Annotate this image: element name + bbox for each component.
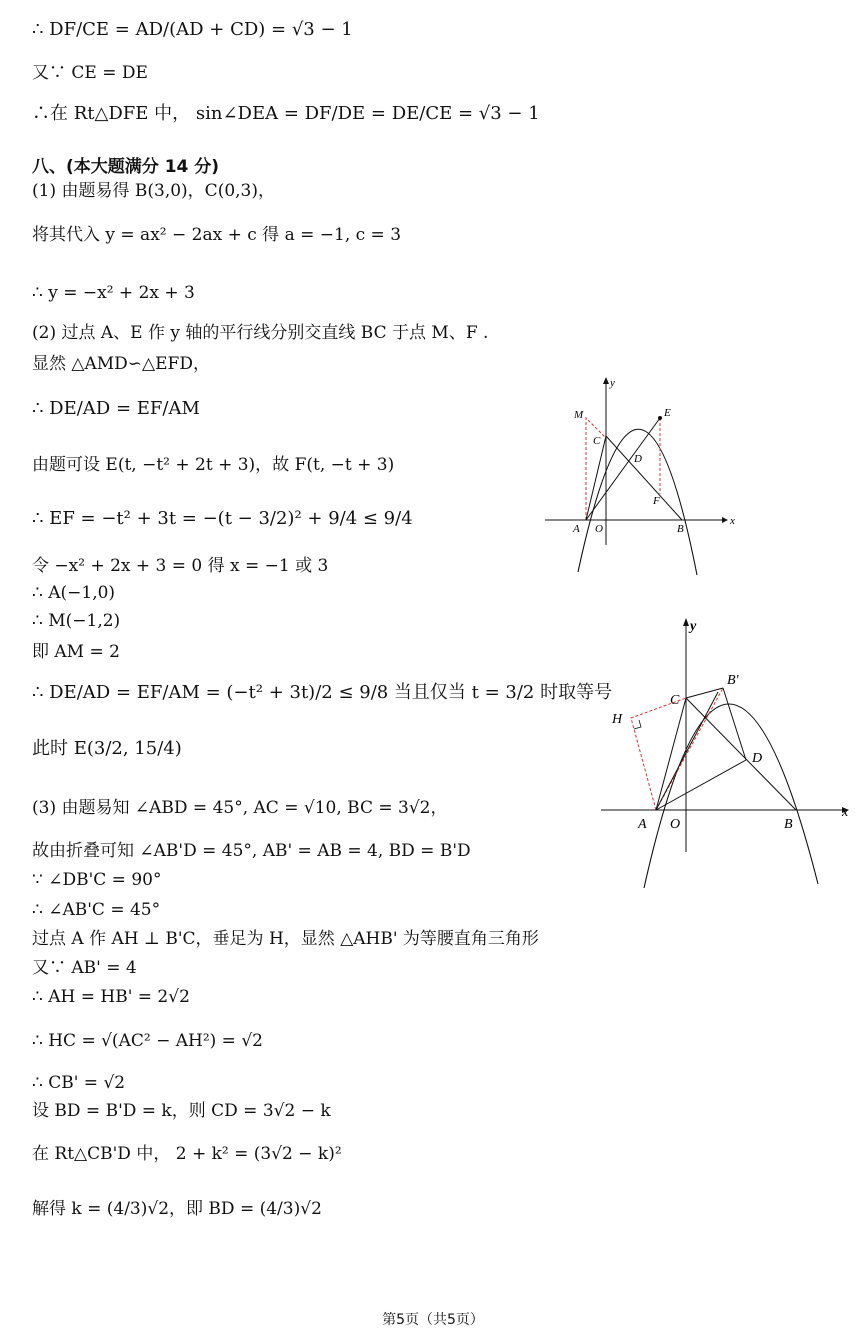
section-heading: 八、(本大题满分 14 分) (32, 157, 220, 177)
label-A: A (638, 817, 647, 832)
figure-parabola-1 (540, 370, 740, 580)
text-line: ∴ AH = HB' = 2√2 (32, 987, 190, 1007)
text-line: ∴ DE/AD = EF/AM (32, 398, 200, 419)
y-axis-arrow (683, 618, 689, 626)
text-line: ∵ ∠DB'C = 90° (32, 870, 162, 890)
text-line: 即 AM = 2 (32, 642, 120, 662)
text-line: 在 Rt△CB'D 中， 2 + k² = (3√2 − k)² (32, 1144, 342, 1164)
label-C: C (593, 435, 601, 447)
label-C: C (670, 693, 680, 708)
figure-parabola-2 (598, 612, 860, 894)
label-D: D (634, 453, 642, 465)
label-B: B (784, 817, 793, 832)
parabola-curve (578, 429, 697, 575)
label-E: E (664, 407, 671, 419)
segment-B1D (723, 688, 746, 760)
text-line: ∴ HC = √(AC² − AH²) = √2 (32, 1031, 263, 1051)
text-line: ∴ DE/AD = EF/AM = (−t² + 3t)/2 ≤ 9/8 当且仅当 t = 3/2 时取等号 (32, 682, 613, 703)
segment-AC (656, 698, 686, 810)
label-A: A (573, 523, 580, 535)
segment-CB (606, 436, 682, 520)
text-line: (1) 由题易得 B(3,0)，C(0,3)， (32, 181, 275, 201)
text-line: 显然 △AMD∽△EFD， (32, 354, 210, 374)
point-E-dot (658, 416, 662, 420)
label-D: D (752, 751, 763, 766)
text-line: ∴ y = −x² + 2x + 3 (32, 283, 195, 303)
text-line: 故由折叠可知 ∠AB'D = 45°, AB' = AB = 4, BD = B'D (32, 841, 471, 861)
text-line: 解得 k = (4/3)√2，即 BD = (4/3)√2 (32, 1199, 322, 1219)
dashed-AH-HC (631, 698, 686, 810)
text-line: ∴在 Rt△DFE 中， sin∠DEA = DF/DE = DE/CE = √3 − 1 (32, 103, 540, 124)
text-line: (3) 由题易知 ∠ABD = 45°, AC = √10, BC = 3√2， (32, 798, 448, 818)
segment-CB (686, 698, 796, 810)
text-line: (2) 过点 A、E 作 y 轴的平行线分别交直线 BC 于点 M、F . (32, 323, 489, 343)
text-line: 设 BD = B'D = k，则 CD = 3√2 − k (32, 1101, 331, 1121)
text-line: 此时 E(3/2, 15/4) (32, 738, 182, 759)
segment-AE (586, 418, 660, 520)
label-O: O (595, 523, 603, 535)
label-y: y (610, 377, 615, 389)
text-line: ∴ ∠AB'C = 45° (32, 900, 161, 920)
text-line: ∴ M(−1,2) (32, 611, 121, 631)
label-H: H (612, 712, 623, 727)
text-line: ∴ EF = −t² + 3t = −(t − 3/2)² + 9/4 ≤ 9/4 (32, 508, 413, 529)
text-line: 又∵ CE = DE (32, 63, 148, 83)
label-O: O (670, 817, 681, 832)
text-line: 由题可设 E(t, −t² + 2t + 3)，故 F(t, −t + 3) (32, 455, 395, 475)
label-B1: B' (727, 673, 739, 688)
text-line: ∴ DF/CE = AD/(AD + CD) = √3 − 1 (32, 19, 353, 40)
label-M: M (574, 409, 584, 421)
text-line: 将其代入 y = ax² − 2ax + c 得 a = −1, c = 3 (32, 225, 402, 245)
label-x: x (730, 515, 735, 527)
label-x: x (842, 805, 849, 820)
label-y: y (690, 619, 697, 634)
y-axis-arrow (603, 377, 609, 384)
text-line: ∴ A(−1,0) (32, 583, 116, 603)
label-B: B (677, 523, 684, 535)
right-angle-mark (634, 720, 641, 729)
label-F: F (653, 495, 660, 507)
parabola-curve (644, 704, 818, 888)
text-line: 过点 A 作 AH ⊥ B'C，垂足为 H，显然 △AHB' 为等腰直角三角形 (32, 929, 539, 949)
page-footer: 第5页（共5页） (382, 1312, 484, 1328)
text-line: 令 −x² + 2x + 3 = 0 得 x = −1 或 3 (32, 556, 329, 576)
x-axis-arrow (722, 517, 728, 523)
dashed-construction-left (586, 418, 606, 520)
text-line: ∴ CB' = √2 (32, 1073, 126, 1093)
text-line: 又∵ AB' = 4 (32, 958, 137, 978)
